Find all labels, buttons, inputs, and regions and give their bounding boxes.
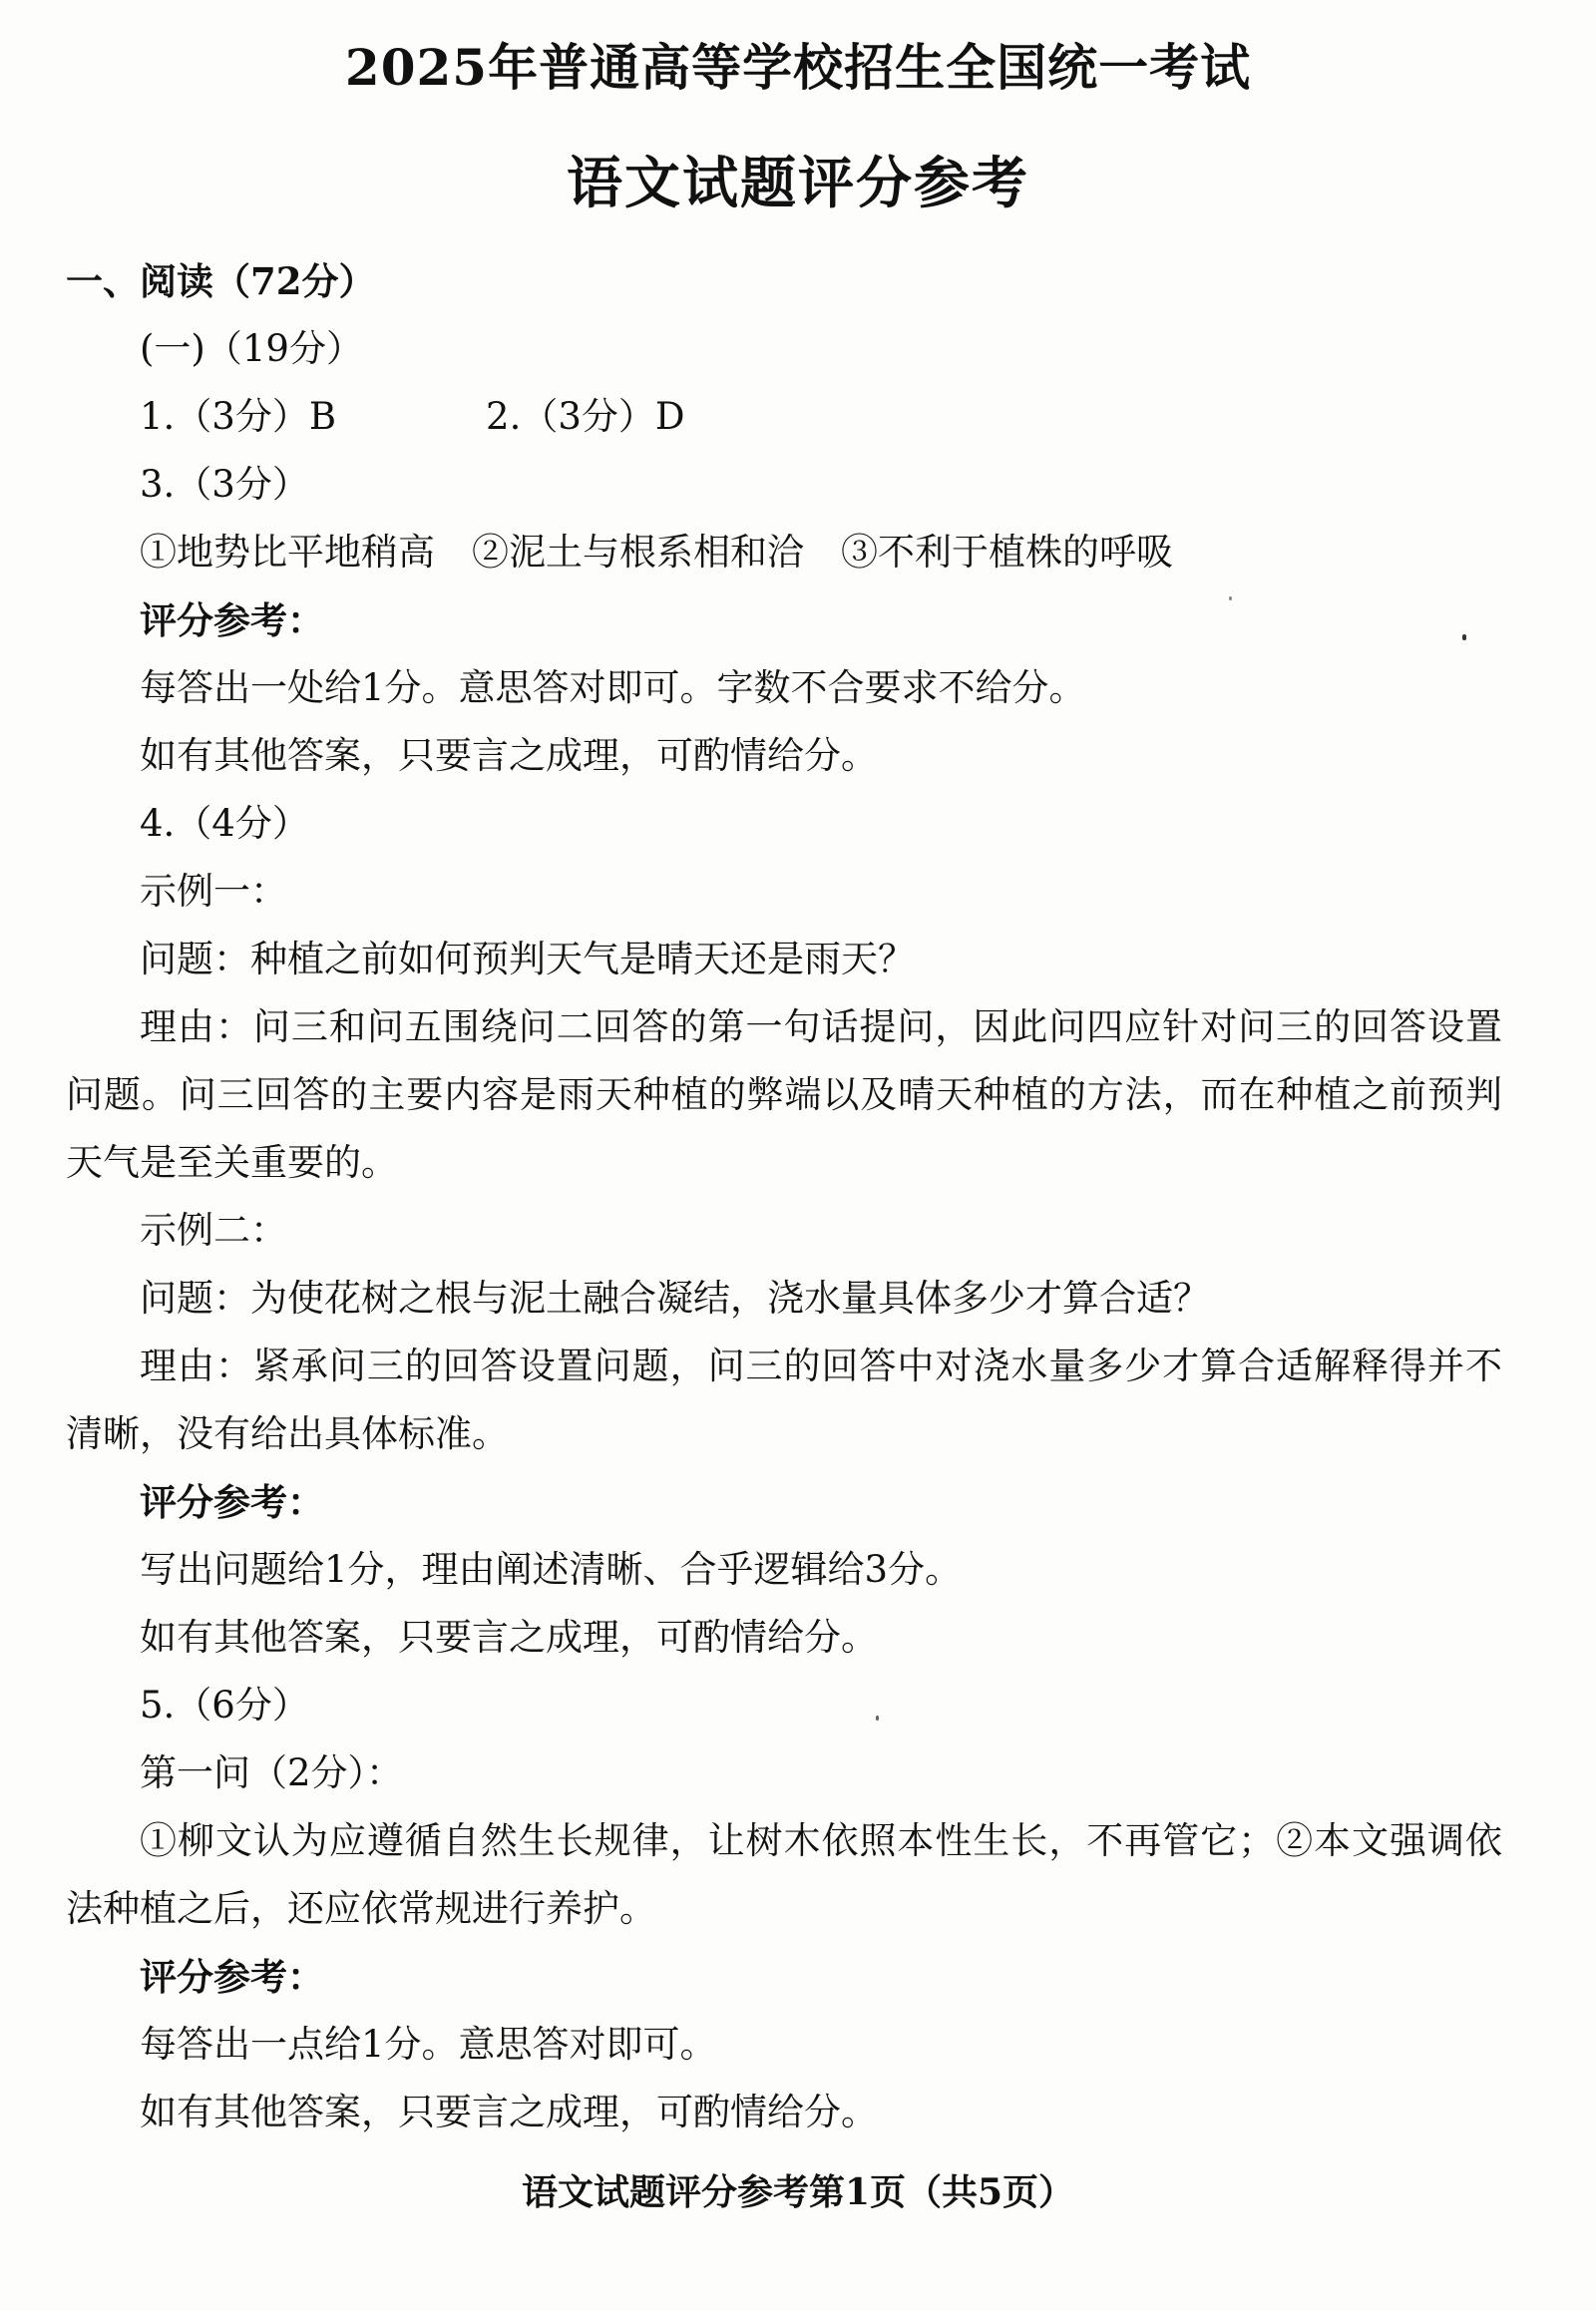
- q3-scoring-label: 评分参考：: [140, 598, 324, 642]
- q2-answer: 2.（3分）D: [486, 395, 685, 438]
- q3-scoring-2: 如有其他答案，只要言之成理，可酌情给分。: [140, 734, 878, 777]
- q3-answer: ①地势比平地稍高 ②泥土与根系相和洽 ③不利于植株的呼吸: [140, 531, 1173, 574]
- q5-label: 5.（6分）: [140, 1684, 309, 1727]
- q4-scoring-label: 评分参考：: [140, 1480, 324, 1524]
- q1-answer: 1.（3分）B: [140, 395, 337, 438]
- document-subtitle: 语文试题评分参考: [567, 151, 1029, 216]
- section-heading: 一、阅读（72分）: [66, 259, 376, 303]
- q4-example2-reason: 理由：紧承问三的回答设置问题，问三的回答中对浇水量多少才算合适解释得并不清晰，没有给出具体标准。: [66, 1345, 1502, 1455]
- q5-scoring-2: 如有其他答案，只要言之成理，可酌情给分。: [140, 2091, 878, 2133]
- q1-q2-answers: [66, 383, 1502, 451]
- part-heading: (一)（19分）: [140, 327, 363, 370]
- exam-title: 2025年普通高等学校招生全国统一考试: [344, 38, 1252, 97]
- q3-scoring-1: 每答出一处给1分。意思答对即可。字数不合要求不给分。: [140, 666, 1086, 709]
- q5-sub1-answer: ①柳文认为应遵循自然生长规律，让树木依照本性生长，不再管它；②本文强调依法种植之后，还应依常规进行养护。: [66, 1819, 1502, 1930]
- page-footer: 语文试题评分参考第1页（共5页）: [521, 2171, 1075, 2213]
- q4-example1-label: 示例一：: [140, 870, 287, 913]
- q4-scoring-2: 如有其他答案，只要言之成理，可酌情给分。: [140, 1616, 878, 1659]
- q4-example2-label: 示例二：: [140, 1209, 287, 1252]
- scan-speck: [1462, 634, 1466, 640]
- q5-scoring-1: 每答出一点给1分。意思答对即可。: [140, 2023, 717, 2066]
- q4-example1-reason: 理由：问三和问五围绕问二回答的第一句话提问，因此问四应针对问三的回答设置问题。问三回答的主要内容是雨天种植的弊端以及晴天种植的方法，而在种植之前预判天气是至关重要的。: [66, 1005, 1502, 1184]
- document-body: [66, 247, 1502, 2146]
- scan-speck: [1229, 596, 1232, 600]
- q5-sub1-label: 第一问（2分）：: [140, 1751, 404, 1794]
- q4-scoring-1: 写出问题给1分，理由阐述清晰、合乎逻辑给3分。: [140, 1548, 963, 1591]
- q3-label: 3.（3分）: [140, 463, 309, 506]
- scan-speck: [876, 1716, 879, 1721]
- q4-example2-question: 问题：为使花树之根与泥土融合凝结，浇水量具体多少才算合适？: [140, 1277, 1210, 1320]
- q4-label: 4.（4分）: [140, 802, 309, 845]
- q4-example1-question: 问题：种植之前如何预判天气是晴天还是雨天？: [140, 938, 915, 980]
- q5-scoring-label: 评分参考：: [140, 1955, 324, 1999]
